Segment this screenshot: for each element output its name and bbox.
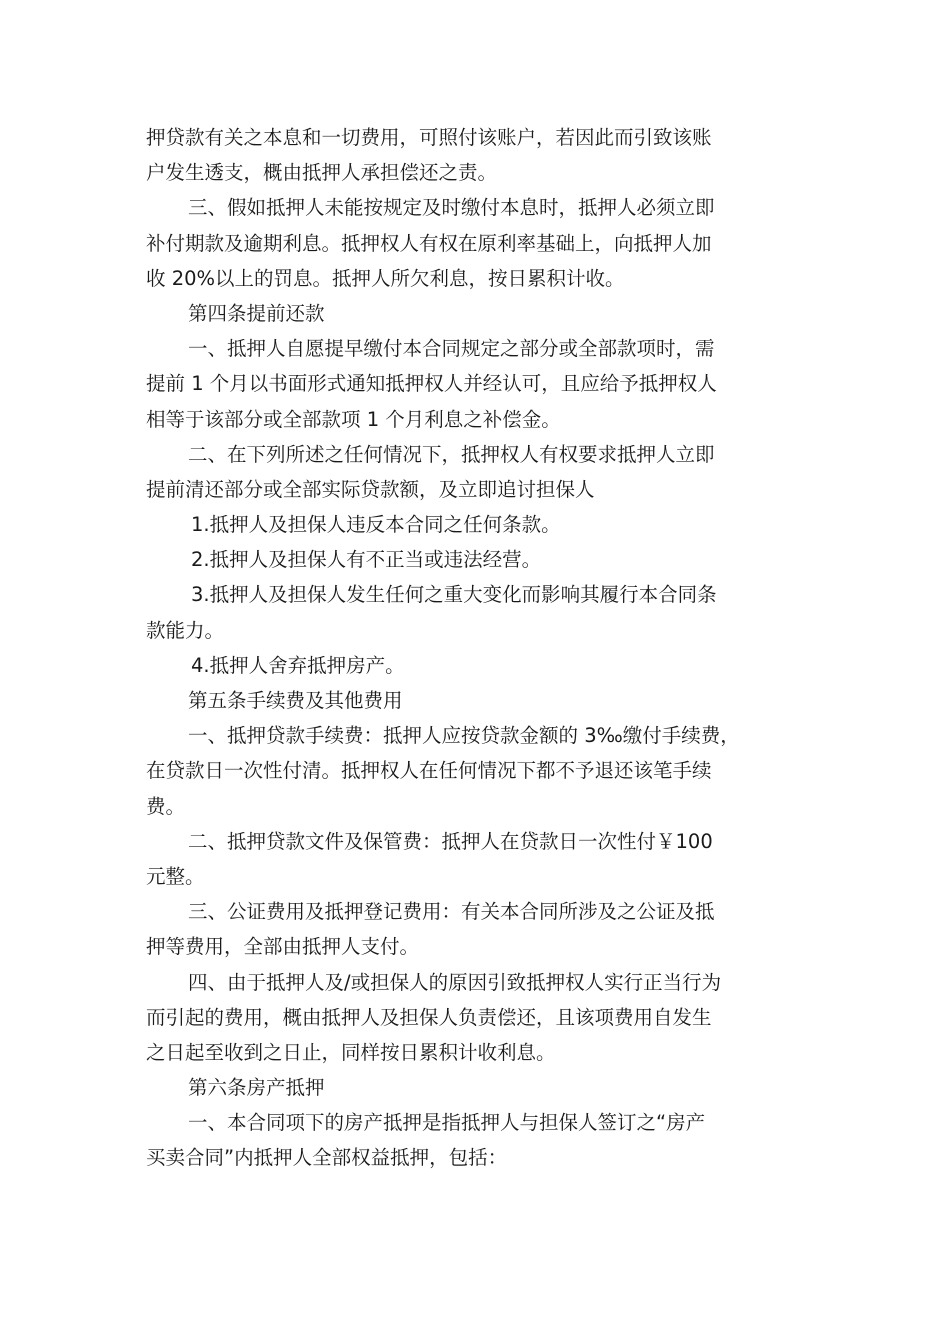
paragraph-line: 之日起至收到之日止，同样按日累积计收利息。: [146, 1040, 556, 1064]
paragraph-line: 一、抵押贷款手续费：抵押人应按贷款金额的 3‰缴付手续费，: [188, 724, 740, 748]
paragraph-line: 二、抵押贷款文件及保管费：抵押人在贷款日一次性付￥100: [188, 829, 713, 853]
paragraph-line: 四、由于抵押人及/或担保人的原因引致抵押权人实行正当行为: [188, 970, 722, 994]
paragraph-line: 补付期款及逾期利息。抵押权人有权在原利率基础上，向抵押人加: [146, 231, 712, 255]
list-item: 1.抵押人及担保人违反本合同之任何条款。: [191, 513, 561, 537]
document-body: [146, 120, 826, 1176]
section-heading: 第四条提前还款: [188, 301, 325, 325]
list-item: 4.抵押人舍弃抵押房产。: [191, 653, 405, 677]
paragraph-line: 三、公证费用及抵押登记费用：有关本合同所涉及之公证及抵: [188, 900, 715, 924]
paragraph-line: 元整。: [146, 864, 205, 888]
list-item: 3.抵押人及担保人发生任何之重大变化而影响其履行本合同条: [191, 583, 717, 607]
paragraph-line: 押贷款有关之本息和一切费用，可照付该账户，若因此而引致该账: [146, 126, 712, 149]
paragraph-line: 在贷款日一次性付清。抵押权人在任何情况下都不予退还该笔手续: [146, 759, 712, 783]
paragraph-line: 户发生透支，概由抵押人承担偿还之责。: [146, 161, 498, 185]
paragraph-line: 相等于该部分或全部款项 1 个月利息之补偿金。: [146, 407, 561, 431]
paragraph-line: 提前清还部分或全部实际贷款额，及立即追讨担保人: [146, 477, 595, 501]
paragraph-line: 一、本合同项下的房产抵押是指抵押人与担保人签订之“房产: [188, 1111, 706, 1135]
paragraph-line: 费。: [146, 794, 186, 818]
paragraph-line: 一、抵押人自愿提早缴付本合同规定之部分或全部款项时，需: [188, 337, 715, 361]
paragraph-line: 而引起的费用，概由抵押人及担保人负责偿还，且该项费用自发生: [146, 1005, 712, 1029]
list-item: 款能力。: [146, 618, 225, 642]
paragraph-line: 押等费用，全部由抵押人支付。: [146, 935, 420, 959]
paragraph-line: 买卖合同”内抵押人全部权益抵押，包括：: [146, 1146, 508, 1170]
paragraph-line: 提前 1 个月以书面形式通知抵押权人并经认可，且应给予抵押权人: [146, 372, 717, 396]
section-heading: 第六条房产抵押: [188, 1076, 325, 1100]
paragraph-line: 二、在下列所述之任何情况下，抵押权人有权要求抵押人立即: [188, 442, 715, 466]
paragraph-line: 收 20%以上的罚息。抵押人所欠利息，按日累积计收。: [146, 266, 625, 290]
list-item: 2.抵押人及担保人有不正当或违法经营。: [191, 548, 542, 572]
section-heading: 第五条手续费及其他费用: [188, 689, 403, 712]
paragraph-line: 三、假如抵押人未能按规定及时缴付本息时，抵押人必须立即: [188, 196, 715, 220]
